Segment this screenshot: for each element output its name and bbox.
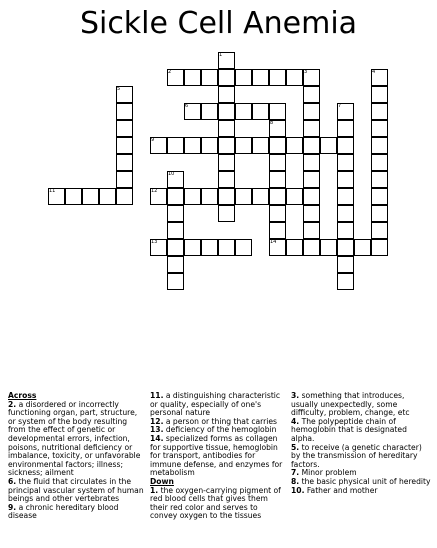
clue-number: 14. (150, 433, 164, 443)
clue-number: 2. (8, 399, 17, 409)
grid-clue-number: 3 (304, 69, 308, 75)
clue-number: 4. (291, 416, 300, 426)
clue-text: Minor problem (299, 468, 357, 478)
grid-clue-number: 13 (151, 239, 158, 245)
clue-number: 9. (8, 502, 17, 512)
grid-cell[interactable] (303, 154, 320, 171)
clue-number: 11. (150, 391, 164, 400)
clue-text: specialized forms as collagen for supportive tissue, hemoglobin for transport, antibodies for immune defense, and enzymes for metabolism (150, 433, 283, 478)
clue-item (8, 401, 146, 478)
clue-text: deficiency of the hemoglobin (163, 425, 277, 435)
grid-cell[interactable] (218, 188, 235, 205)
clue-item (291, 487, 431, 496)
grid-cell[interactable] (371, 103, 388, 120)
grid-cell[interactable] (354, 239, 371, 256)
grid-clue-number: 4 (372, 69, 376, 75)
grid-cell[interactable] (269, 188, 286, 205)
clue-text: The polypeptide chain of hemoglobin that is designated alpha. (291, 416, 407, 443)
grid-cell[interactable] (337, 239, 354, 256)
clue-number: 10. (291, 485, 305, 495)
grid-clue-number: 10 (168, 171, 175, 177)
clue-text: the oxygen-carrying pigment of red blood cells that gives them their red color and serves to convey oxygen to the tissues (150, 485, 281, 521)
clue-text: Father and mother (304, 485, 378, 495)
grid-clue-number: 9 (151, 137, 155, 143)
clue-number: 12. (150, 416, 164, 426)
grid-cell[interactable] (371, 222, 388, 239)
grid-cell[interactable] (167, 256, 184, 273)
grid-cell[interactable] (303, 188, 320, 205)
grid-cell[interactable] (303, 86, 320, 103)
grid-cell[interactable] (65, 188, 82, 205)
grid-cell[interactable] (337, 120, 354, 137)
grid-cell[interactable] (371, 205, 388, 222)
grid-cell[interactable] (269, 69, 286, 86)
grid-cell[interactable] (116, 171, 133, 188)
grid-cell[interactable] (235, 69, 252, 86)
grid-cell[interactable] (371, 137, 388, 154)
grid-cell[interactable] (235, 137, 252, 154)
grid-cell[interactable] (269, 154, 286, 171)
grid-cell[interactable] (218, 103, 235, 120)
grid-cell[interactable] (235, 239, 252, 256)
grid-cell[interactable] (201, 188, 218, 205)
grid-clue-number: 11 (49, 188, 56, 194)
clue-column-1 (8, 392, 146, 521)
clue-text: a chronic hereditary blood disease (8, 502, 119, 521)
clue-item (8, 478, 146, 504)
grid-cell[interactable] (252, 103, 269, 120)
clue-number: 7. (291, 468, 300, 478)
clue-number: 1. (150, 485, 159, 495)
grid-cell[interactable] (337, 205, 354, 222)
grid-cell[interactable] (116, 154, 133, 171)
grid-cell[interactable] (303, 222, 320, 239)
grid-cell[interactable] (269, 222, 286, 239)
grid-cell[interactable] (201, 103, 218, 120)
clue-text: a disordered or incorrectly functioning organ, part, structure, or system of the body resulting from the effect of genetic or developmental errors, infection, poisons, nutritional deficiency or imbalance, toxicity, or unfavorable environmental factors; illness; sickness; ailment (8, 399, 141, 478)
clue-number: 5. (291, 442, 300, 452)
clue-column-3 (291, 392, 431, 495)
grid-cell[interactable] (167, 239, 184, 256)
grid-cell[interactable] (337, 256, 354, 273)
grid-cell[interactable] (303, 103, 320, 120)
grid-cell[interactable] (337, 273, 354, 290)
grid-cell[interactable] (218, 69, 235, 86)
grid-cell[interactable] (252, 188, 269, 205)
grid-cell[interactable] (184, 69, 201, 86)
clue-text: a distinguishing characteristic or quality, especially of one's personal nature (150, 391, 281, 418)
grid-cell[interactable] (235, 103, 252, 120)
clue-item (291, 392, 431, 418)
clue-item (8, 504, 146, 521)
grid-cell[interactable] (337, 222, 354, 239)
clue-text: the fluid that circulates in the principal vascular system of human beings and other vertebrates (8, 476, 144, 504)
grid-cell[interactable] (269, 171, 286, 188)
grid-clue-number: 6 (185, 103, 189, 109)
clue-number: 13. (150, 425, 164, 435)
grid-cell[interactable] (269, 205, 286, 222)
grid-cell[interactable] (303, 205, 320, 222)
grid-cell[interactable] (286, 69, 303, 86)
grid-cell[interactable] (218, 239, 235, 256)
puzzle-title: Sickle Cell Anemia (79, 6, 358, 41)
across-heading: Across (8, 391, 37, 400)
grid-clue-number: 5 (117, 86, 121, 92)
grid-cell[interactable] (116, 188, 133, 205)
grid-cell[interactable] (337, 171, 354, 188)
grid-cell[interactable] (218, 137, 235, 154)
grid-cell[interactable] (371, 154, 388, 171)
grid-cell[interactable] (371, 120, 388, 137)
grid-cell[interactable] (167, 137, 184, 154)
grid-cell[interactable] (218, 154, 235, 171)
grid-cell[interactable] (286, 137, 303, 154)
grid-cell[interactable] (371, 86, 388, 103)
grid-cell[interactable] (371, 239, 388, 256)
grid-cell[interactable] (269, 103, 286, 120)
grid-cell[interactable] (286, 239, 303, 256)
clue-number: 3. (291, 391, 300, 400)
grid-cell[interactable] (167, 205, 184, 222)
grid-cell[interactable] (184, 137, 201, 154)
grid-cell[interactable] (184, 239, 201, 256)
grid-cell[interactable] (371, 171, 388, 188)
grid-clue-number: 2 (168, 69, 172, 75)
grid-cell[interactable] (235, 188, 252, 205)
grid-cell[interactable] (116, 103, 133, 120)
clue-number: 8. (291, 476, 300, 486)
grid-cell[interactable] (371, 188, 388, 205)
clue-column-2 (150, 392, 287, 521)
grid-cell[interactable] (252, 69, 269, 86)
grid-cell[interactable] (201, 239, 218, 256)
down-heading: Down (150, 476, 174, 486)
grid-clue-number: 7 (338, 103, 342, 109)
grid-cell[interactable] (337, 154, 354, 171)
grid-cell[interactable] (269, 137, 286, 154)
grid-cell[interactable] (303, 171, 320, 188)
clue-item (150, 435, 287, 478)
grid-clue-number: 1 (219, 52, 223, 58)
grid-cell[interactable] (201, 137, 218, 154)
grid-cell[interactable] (286, 188, 303, 205)
grid-clue-number: 14 (270, 239, 277, 245)
grid-cell[interactable] (167, 188, 184, 205)
grid-cell[interactable] (303, 137, 320, 154)
clue-item (150, 487, 287, 521)
grid-cell[interactable] (82, 188, 99, 205)
clue-text: something that introduces, usually unexpectedly, some difficulty, problem, change, etc (291, 391, 410, 418)
clue-text: to receive (a genetic character) by the transmission of hereditary factors. (291, 442, 422, 469)
grid-cell[interactable] (303, 120, 320, 137)
grid-cell[interactable] (184, 188, 201, 205)
grid-cell[interactable] (201, 69, 218, 86)
clue-number: 6. (8, 476, 17, 486)
grid-cell[interactable] (320, 239, 337, 256)
clue-item (150, 392, 287, 418)
grid-cell[interactable] (218, 205, 235, 222)
grid-cell[interactable] (303, 239, 320, 256)
grid-cell[interactable] (116, 137, 133, 154)
grid-cell[interactable] (218, 171, 235, 188)
clue-item (291, 444, 431, 470)
grid-cell[interactable] (167, 222, 184, 239)
clue-text: a person or thing that carries (163, 416, 278, 426)
grid-clue-number: 12 (151, 188, 158, 194)
clue-item (291, 418, 431, 444)
grid-cell[interactable] (337, 188, 354, 205)
grid-cell[interactable] (252, 137, 269, 154)
grid-cell[interactable] (116, 120, 133, 137)
clue-text: the basic physical unit of heredity (299, 476, 431, 486)
grid-cell[interactable] (167, 273, 184, 290)
grid-cell[interactable] (218, 120, 235, 137)
grid-cell[interactable] (320, 137, 337, 154)
grid-cell[interactable] (99, 188, 116, 205)
grid-clue-number: 8 (270, 120, 274, 126)
grid-cell[interactable] (218, 86, 235, 103)
grid-cell[interactable] (337, 137, 354, 154)
